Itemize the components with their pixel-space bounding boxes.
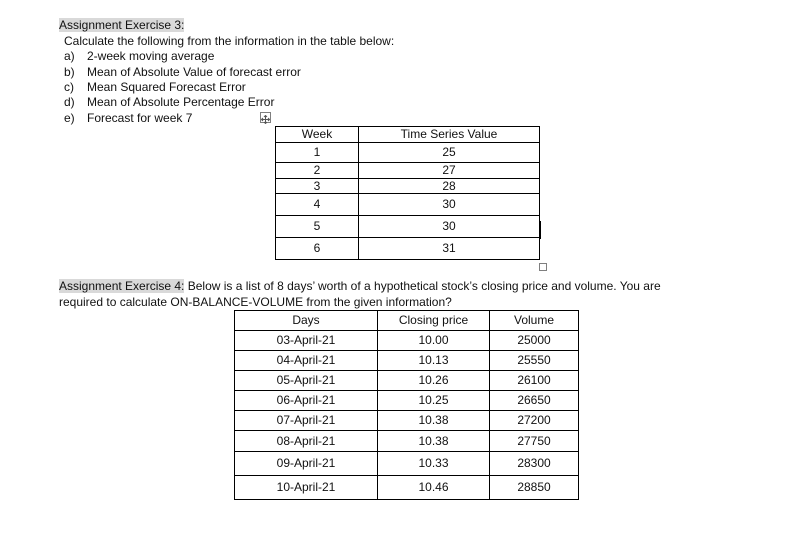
header-week: Week (276, 127, 359, 143)
header-time-series-value: Time Series Value (359, 127, 540, 143)
table-row (276, 194, 540, 216)
table-row (235, 431, 579, 452)
cell-volume: 26650 (490, 391, 579, 411)
question-item-e (64, 111, 192, 126)
question-item-c (64, 80, 246, 95)
cell-value: 30 (359, 194, 540, 216)
question-letter: c) (64, 80, 74, 94)
exercise3-prompt: Calculate the following from the information in the table below: (64, 34, 395, 48)
cell-value: 25 (359, 143, 540, 163)
header-volume: Volume (490, 311, 579, 331)
move-arrows-icon (261, 115, 270, 124)
table-row (276, 216, 540, 238)
cell-value: 28 (359, 179, 540, 194)
question-text: Forecast for week 7 (87, 111, 193, 125)
cell-day: 08-April-21 (235, 431, 378, 452)
cell-week: 2 (276, 163, 359, 179)
exercise3-title: Assignment Exercise 3: (59, 18, 185, 32)
cell-closing-price: 10.33 (378, 452, 490, 476)
cell-day: 03-April-21 (235, 331, 378, 351)
cell-volume: 28850 (490, 476, 579, 500)
table-row (235, 391, 579, 411)
exercise3-heading (59, 18, 184, 33)
question-item-a (64, 49, 214, 64)
cell-volume: 25550 (490, 351, 579, 371)
table-row (235, 331, 579, 351)
table-resize-handle-icon[interactable] (539, 263, 547, 271)
table-row (235, 452, 579, 476)
cell-closing-price: 10.25 (378, 391, 490, 411)
cell-day: 06-April-21 (235, 391, 378, 411)
text-cursor (540, 221, 541, 239)
exercise4-title: Assignment Exercise 4: (59, 279, 185, 293)
exercise4-text-line2: required to calculate ON-BALANCE-VOLUME from the given information? (59, 295, 452, 309)
question-letter: d) (64, 95, 75, 109)
cell-day: 04-April-21 (235, 351, 378, 371)
table-row (235, 351, 579, 371)
stock-price-table (234, 310, 579, 500)
cell-week: 4 (276, 194, 359, 216)
cell-closing-price: 10.13 (378, 351, 490, 371)
cell-value: 30 (359, 216, 540, 238)
question-item-d (64, 95, 274, 110)
cell-week: 5 (276, 216, 359, 238)
question-item-b (64, 65, 301, 80)
table-row (276, 238, 540, 260)
cell-closing-price: 10.26 (378, 371, 490, 391)
question-letter: b) (64, 65, 75, 79)
table-row (276, 163, 540, 179)
cell-day: 10-April-21 (235, 476, 378, 500)
cell-day: 05-April-21 (235, 371, 378, 391)
header-closing-price: Closing price (378, 311, 490, 331)
table-row (235, 411, 579, 431)
table-row (276, 179, 540, 194)
question-text: Mean of Absolute Percentage Error (87, 95, 275, 109)
table-header-row (235, 311, 579, 331)
cell-week: 3 (276, 179, 359, 194)
question-text: 2-week moving average (87, 49, 215, 63)
cell-day: 07-April-21 (235, 411, 378, 431)
table-move-handle-icon[interactable] (260, 112, 271, 123)
cell-closing-price: 10.38 (378, 431, 490, 452)
question-text: Mean of Absolute Value of forecast error (87, 65, 301, 79)
table-row (235, 371, 579, 391)
cell-volume: 27750 (490, 431, 579, 452)
table-row (276, 143, 540, 163)
cell-volume: 28300 (490, 452, 579, 476)
cell-volume: 25000 (490, 331, 579, 351)
cell-value: 27 (359, 163, 540, 179)
question-letter: e) (64, 111, 75, 125)
cell-closing-price: 10.46 (378, 476, 490, 500)
cell-day: 09-April-21 (235, 452, 378, 476)
cell-week: 6 (276, 238, 359, 260)
cell-week: 1 (276, 143, 359, 163)
header-days: Days (235, 311, 378, 331)
cell-volume: 27200 (490, 411, 579, 431)
question-text: Mean Squared Forecast Error (87, 80, 246, 94)
exercise4-text-line1: Below is a list of 8 days’ worth of a hypothetical stock’s closing price and volume. You are (184, 279, 661, 293)
cell-closing-price: 10.00 (378, 331, 490, 351)
exercise4-paragraph-line1 (59, 279, 661, 294)
cell-volume: 26100 (490, 371, 579, 391)
table-row (235, 476, 579, 500)
table-header-row (276, 127, 540, 143)
cell-value: 31 (359, 238, 540, 260)
time-series-table (275, 126, 540, 260)
question-letter: a) (64, 49, 75, 63)
cell-closing-price: 10.38 (378, 411, 490, 431)
